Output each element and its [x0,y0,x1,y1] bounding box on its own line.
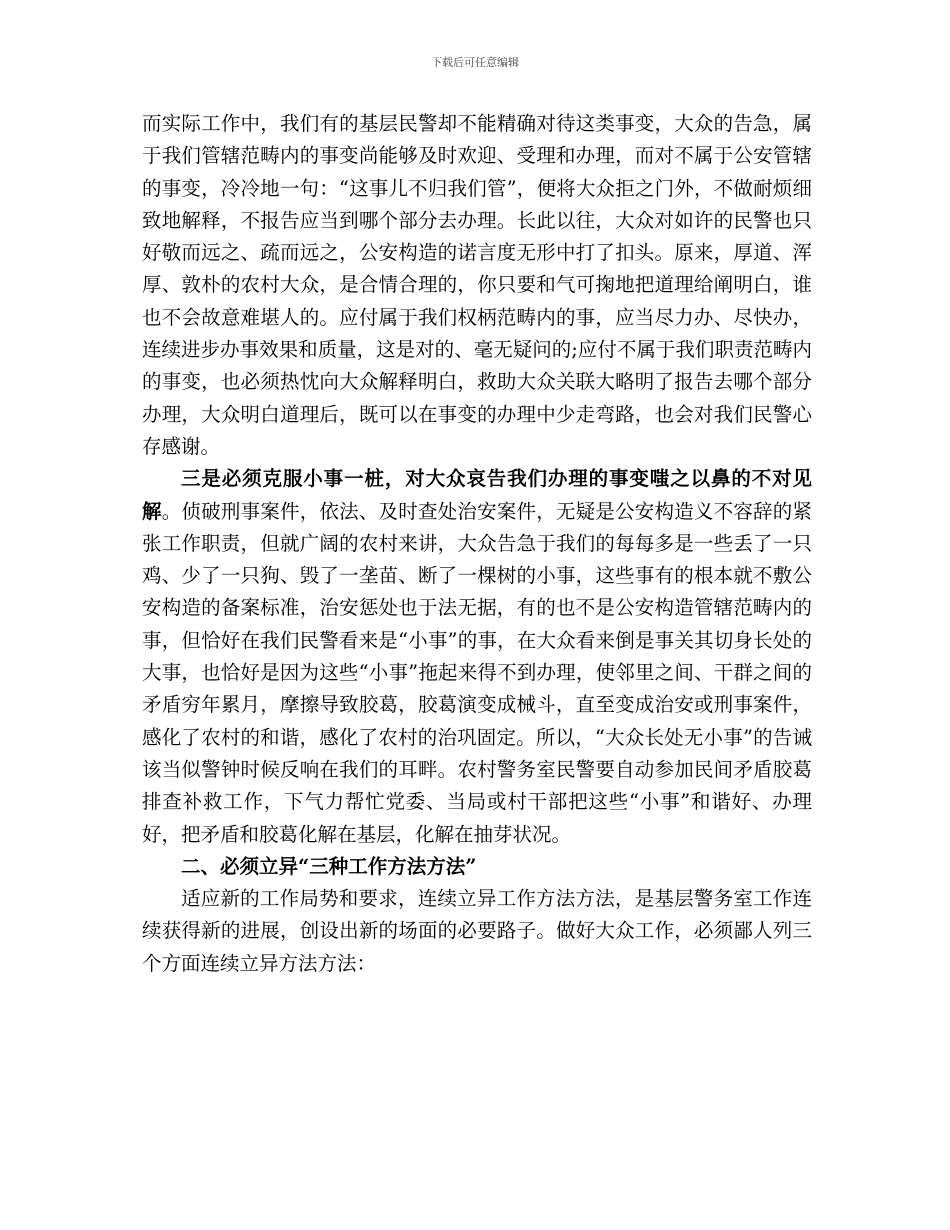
section-heading: 二、必须立异“三种工作方法方法” [181,854,477,878]
paragraph-1: 而实际工作中，我们有的基层民警却不能精确对待这类事变，大众的告急，属于我们管辖范畴内的事变尚能够及时欢迎、受理和办理，而对不属于公安管辖的事变，冷冷地一句：“这事儿不归我们管”，便将大众拒之门外，不做耐烦细致地解释，不报告应当到哪个部分去办理。长此以往，大众对如许的民警也只好敬而远之、疏而远之，公安构造的诺言度无形中打了扣头。原来，厚道、浑厚、敦朴的农村大众，是合情合理的，你只要和气可掬地把道理给阐明白，谁也不会故意难堪人的。应付属于我们权柄范畴内的事，应当尽力办、尽快办，连续进步办事效果和质量，这是对的、毫无疑问的;应付不属于我们职责范畴内的事变，也必须热忱向大众解释明白，救助大众关联大略明了报告去哪个部分办理，大众明白道理后，既可以在事变的办理中少走弯路，也会对我们民警心存感谢。 [142,112,812,458]
document-body [142,108,812,980]
page-header: 下载后可任意编辑 [431,56,519,69]
paragraph-2-text: 。侦破刑事案件，依法、及时查处治安案件，无疑是公安构造义不容辞的紧张工作职责，但就广阔的农村来讲，大众告急于我们的每每多是一些丢了一只鸡、少了一只狗、毁了一垄苗、断了一棵树的小事，这些事有的根本就不敷公安构造的备案标准，治安惩处也于法无据，有的也不是公安构造管辖范畴内的事，但恰好在我们民警看来是“小事”的事，在大众看来倒是事关其切身长处的大事，也恰好是因为这些“小事”拖起来得不到办理，使邻里之间、干群之间的矛盾穷年累月，摩擦导致胶葛，胶葛演变成械斗，直至变成治安或刑事案件，感化了农村的和谐，感化了农村的治巩固定。所以，“大众长处无小事”的告诫该当似警钟时候反响在我们的耳畔。农村警务室民警要自动参加民间矛盾胶葛排查补救工作，下气力帮忙党委、当局或村干部把这些“小事”和谐好、办理好，把矛盾和胶葛化解在基层，化解在抽芽状况。 [142,499,812,846]
paragraph-4: 适应新的工作局势和要求，连续立异工作方法方法，是基层警务室工作连续获得新的进展，创设出新的场面的必要路子。做好大众工作，必须鄙人列三个方面连续立异方法方法： [142,887,812,975]
paragraph-2-heading: 三是必须克服小事一桩，对大众哀告我们办理的事变嗤之以鼻的不对见解 [142,467,812,523]
paragraph-2 [142,463,812,851]
